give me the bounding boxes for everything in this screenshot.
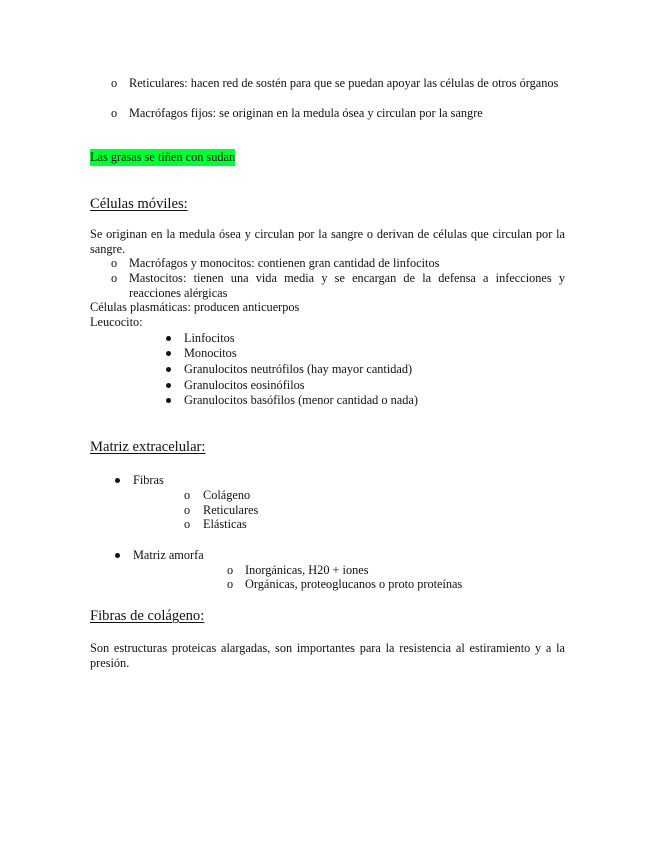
bullet-dot xyxy=(115,553,120,558)
list-item xyxy=(111,271,565,303)
list-item-text: Elásticas xyxy=(203,517,247,531)
bullet-item-text: Granulocitos neutrófilos (hay mayor cantidad) xyxy=(184,362,413,376)
bullet-item xyxy=(166,362,466,378)
section-heading-fibras-colageno: Fibras de colágeno: xyxy=(90,608,205,624)
bullet-dot xyxy=(115,478,120,483)
list-item-text: Orgánicas, proteoglucanos o proto proteínas xyxy=(245,577,463,591)
bullet-dot xyxy=(166,351,171,356)
list-item-text: Macrófagos fijos: se originan en la medula ósea y circulan por la sangre xyxy=(129,106,483,120)
leucocito-label: Leucocito: xyxy=(90,315,143,329)
bullet-item xyxy=(115,473,315,489)
list-item-text: Inorgánicas, H20 + iones xyxy=(245,563,369,577)
list-item xyxy=(111,76,565,108)
highlighted-text: Las grasas se tiñen con sudan xyxy=(90,150,236,164)
circle-bullet-marker: o xyxy=(184,517,191,531)
paragraph-colageno: Son estructuras proteicas alargadas, son importantes para la resistencia al estiramiento y a la presión. xyxy=(90,641,565,671)
circle-bullet-marker: o xyxy=(227,563,234,577)
list-item-text: Macrófagos y monocitos: contienen gran cantidad de linfocitos xyxy=(129,256,440,270)
list-item xyxy=(111,106,565,122)
bullet-dot xyxy=(166,367,171,372)
bullet-item-text: Granulocitos basófilos (menor cantidad o nada) xyxy=(184,393,418,407)
list-item-text: Colágeno xyxy=(203,488,251,502)
section-heading-celulas-moviles: Células móviles: xyxy=(90,196,188,212)
bullet-item-text: Granulocitos eosinófilos xyxy=(184,378,305,392)
list-item-text: Reticulares xyxy=(203,503,259,517)
bullet-item-text: Matriz amorfa xyxy=(133,548,204,562)
highlight-note xyxy=(90,150,235,165)
bullet-item-text: Fibras xyxy=(133,473,164,487)
list-item xyxy=(184,488,384,504)
bullet-item xyxy=(115,548,315,564)
plasmaticas-line: Células plasmáticas: producen anticuerpos xyxy=(90,300,300,314)
bullet-item xyxy=(166,346,466,362)
bullet-item xyxy=(166,378,466,394)
circle-bullet-marker: o xyxy=(111,271,118,285)
list-item-text: Mastocitos: tienen una vida media y se encargan de la defensa a infecciones y reacciones alérgicas xyxy=(129,271,565,301)
bullet-item xyxy=(166,393,466,409)
bullet-dot xyxy=(166,336,171,341)
bullet-dot xyxy=(166,383,171,388)
bullet-dot xyxy=(166,398,171,403)
list-item-text: Reticulares: hacen red de sostén para que se puedan apoyar las células de otros órganos xyxy=(129,76,559,90)
list-item xyxy=(184,517,384,533)
paragraph-intro: Se originan en la medula ósea y circulan por la sangre o derivan de células que circulan por la sangre. xyxy=(90,227,565,257)
circle-bullet-marker: o xyxy=(111,76,118,90)
bullet-item-text: Monocitos xyxy=(184,346,237,360)
circle-bullet-marker: o xyxy=(227,577,234,591)
section-heading-matriz-extracelular: Matriz extracelular: xyxy=(90,439,206,455)
circle-bullet-marker: o xyxy=(184,488,191,502)
circle-bullet-marker: o xyxy=(184,503,191,517)
list-item xyxy=(227,577,527,593)
bullet-item-text: Linfocitos xyxy=(184,331,235,345)
list-item xyxy=(111,256,565,272)
circle-bullet-marker: o xyxy=(111,256,118,270)
bullet-item xyxy=(166,331,466,347)
circle-bullet-marker: o xyxy=(111,106,118,120)
